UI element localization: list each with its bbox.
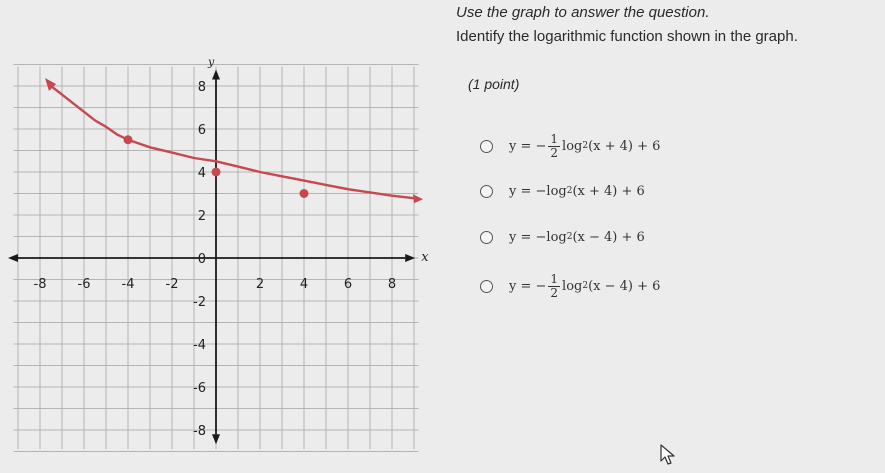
answer-option-2[interactable] [480,176,645,206]
radio-button[interactable] [480,140,493,153]
y-axis-arrow [212,70,220,80]
x-tick-label: 2 [255,277,265,292]
y-tick-label: 8 [197,80,206,95]
curve-point [212,168,221,177]
curve-point [300,189,309,198]
y-tick-label: -4 [193,338,206,353]
formula: y = − $\frac{1}{2}$ log 2 (x + 4) + 6 [509,131,661,160]
fraction: $\frac{1}{2}$ [550,271,559,300]
question-text: Identify the logarithmic function shown in the graph. [456,28,798,45]
x-tick-label: -6 [77,277,91,292]
x-tick-label: -2 [165,277,179,292]
instruction-text: Use the graph to answer the question. [456,4,710,21]
y-axis-label: y [208,55,215,69]
radio-button[interactable] [480,185,493,198]
formula: y = − log 2 (x + 4) + 6 [509,183,645,199]
mouse-pointer-icon [660,444,676,466]
y-tick-label: 6 [197,123,206,138]
y-tick-label: -2 [193,295,206,310]
answer-option-1[interactable] [480,131,660,161]
points-label: (1 point) [468,76,520,92]
radio-button[interactable] [480,280,493,293]
x-axis-arrow-left [8,254,18,262]
x-axis-label: x [421,250,429,265]
answer-option-4[interactable] [480,271,660,301]
x-tick-label: 4 [299,277,309,292]
x-tick-label: -4 [121,277,135,292]
curve-point [124,135,133,144]
formula: y = − $\frac{1}{2}$ log 2 (x − 4) + 6 [509,271,661,300]
y-tick-label: -8 [193,424,206,439]
y-tick-label: 4 [197,166,206,181]
function-curve [51,86,414,198]
curve-arrow-right [413,194,423,203]
y-axis-arrow-down [212,434,220,444]
x-tick-label: 8 [387,277,397,292]
y-tick-label: 2 [197,209,206,224]
fraction: $\frac{1}{2}$ [550,131,559,160]
formula: y = − log 2 (x − 4) + 6 [509,229,645,245]
answer-option-3[interactable] [480,222,645,252]
y-tick-label: 0 [197,252,206,267]
x-tick-label: 6 [343,277,353,292]
x-tick-label: -8 [33,277,47,292]
radio-button[interactable] [480,231,493,244]
y-tick-label: -6 [193,381,206,396]
